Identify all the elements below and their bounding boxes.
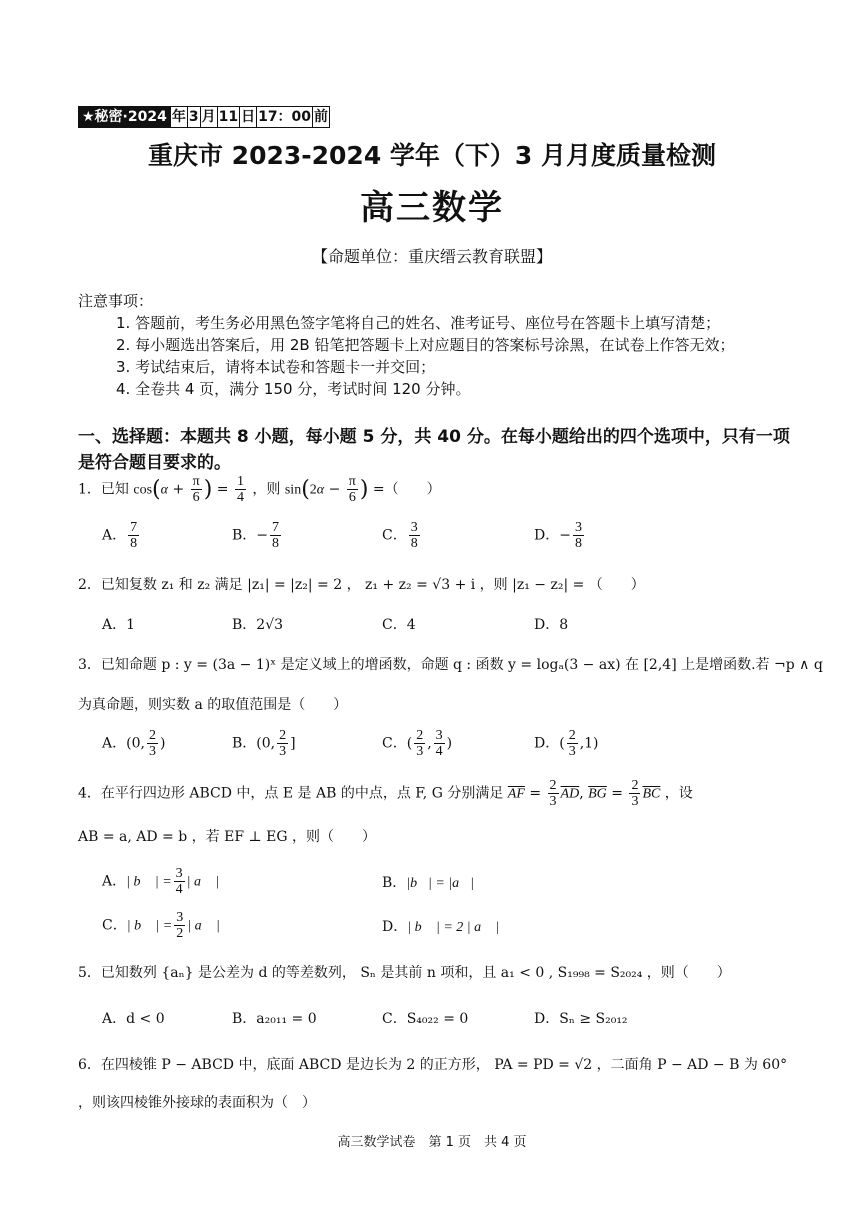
- q2-option-b: B．2√3: [232, 617, 284, 633]
- q5-option-c: C．S₄₀₂₂ = 0: [382, 1011, 469, 1027]
- question-6-line-2: ，则该四棱锥外接球的表面积为（ ）: [78, 1095, 316, 1111]
- q3-option-b: B．(0, $\frac{2}{3}$ ]: [232, 728, 296, 759]
- q3-option-d: D．( $\frac{2}{3}$ ,1): [534, 728, 599, 759]
- q1-option-c: C． $\frac{3}{8}$: [382, 520, 418, 551]
- secret-month: 月: [200, 106, 218, 128]
- q5-option-a: A．d < 0: [102, 1011, 165, 1027]
- q4-option-c: C．| b⃗ | = $\frac{3}{2}$ | a⃗ |: [102, 910, 220, 941]
- secret-year: 年: [170, 106, 188, 128]
- question-2: 2．已知复数 z₁ 和 z₂ 满足 |z₁| = |z₂| = 2 ， z₁ + z₂ = √3 + i ，则 |z₁ − z₂| = （ ）: [78, 577, 645, 593]
- question-5: 5．已知数列 {aₙ} 是公差为 d 的等差数列， Sₙ 是其前 n 项和，且 a₁ < 0 , S₁₉₉₈ = S₂₀₂₄ ，则（ ）: [78, 965, 731, 981]
- question-6-line-1: 6．在四棱锥 P − ABCD 中，底面 ABCD 是边长为 2 的正方形， PA = PD = √2 ，二面角 P − AD − B 为 60°: [78, 1057, 788, 1073]
- q1-option-a: A． $\frac{7}{8}$: [102, 520, 138, 551]
- q1-option-b: B．− $\frac{7}{8}$: [232, 520, 280, 551]
- q4-option-a: A．| b⃗ | = $\frac{3}{4}$ | a⃗ |: [102, 866, 220, 897]
- q1-mid: ，则: [252, 481, 281, 498]
- notice-item-3: 3. 考试结束后，请将本试卷和答题卡一并交回；: [116, 358, 436, 376]
- confidential-stamp: [78, 106, 329, 128]
- section-heading: 一、选择题：本题共 8 小题，每小题 5 分，共 40 分。在每小题给出的四个选项中，只有一项是符合题目要求的。: [78, 427, 790, 473]
- secret-month-num: 3: [187, 106, 201, 128]
- q3-option-c: C．( $\frac{2}{3}$ , $\frac{3}{4}$ ): [382, 728, 453, 759]
- notice-item-4: 4. 全卷共 4 页，满分 150 分，考试时间 120 分钟。: [116, 380, 471, 398]
- secret-day: 日: [239, 106, 257, 128]
- q5-option-d: D．Sₙ ≥ S₂₀₁₂: [534, 1011, 628, 1027]
- q4-option-d: D．| b⃗ | = 2 | a⃗ |: [382, 919, 500, 935]
- q1-prefix: 1．已知: [78, 481, 129, 498]
- question-4-line-2: AB = a, AD = b ，若 EF ⊥ EG ，则（ ）: [78, 829, 376, 845]
- q1-suffix: =（ ）: [372, 481, 441, 498]
- notice-title: 注意事项：: [78, 292, 154, 310]
- q2-option-c: C．4: [382, 617, 416, 633]
- question-1: 1．已知 cos(α + $\frac{\pi}{6}$ ) = $\frac{1}{4}$ ，则 sin(2α − $\frac{\pi}{6}$ ) =（ ）: [78, 474, 441, 505]
- exam-title: 重庆市 2023-2024 学年（下）3 月月度质量检测: [147, 141, 717, 170]
- notice-item-1: 1. 答题前，考生务必用黑色签字笔将自己的姓名、准考证号、座位号在答题卡上填写清楚；: [116, 314, 721, 332]
- issuing-unit: 【命题单位：重庆缙云教育联盟】: [311, 247, 552, 266]
- secret-time: 17：00: [256, 106, 313, 128]
- q2-option-a: A．1: [102, 617, 136, 633]
- question-4-line-1: 4．在平行四边形 ABCD 中，点 E 是 AB 的中点，点 F, G 分别满足 $\overline{AF}$ = $\frac{2}{3}$ $\overline{AD}$, $\overline{BG}$ = $\frac{2}{3}$ $\overline{BC}$ ，设: [78, 778, 693, 809]
- subject-title: 高三数学: [360, 188, 504, 228]
- q5-option-b: B．a₂₀₁₁ = 0: [232, 1011, 317, 1027]
- secret-before: 前: [312, 106, 330, 128]
- q4-option-b: B．|b⃗| = |a⃗|: [382, 875, 474, 891]
- q2-option-d: D．8: [534, 617, 569, 633]
- secret-day-num: 11: [217, 106, 240, 128]
- secret-label: ★秘密·2024: [78, 106, 171, 128]
- question-3-line-1: 3．已知命题 p : y = (3a − 1)ˣ 是定义域上的增函数，命题 q : 函数 y = logₐ(3 − ax) 在 [2,4] 上是增函数.若 ¬p ∧ q: [78, 657, 823, 673]
- q1-option-d: D．− $\frac{3}{8}$: [534, 520, 582, 551]
- notice-item-2: 2. 每小题选出答案后，用 2B 铅笔把答题卡上对应题目的答案标号涂黑，在试卷上作答无效；: [116, 336, 735, 354]
- page-footer: 高三数学试卷 第 1 页 共 4 页: [337, 1135, 527, 1150]
- q3-option-a: A．(0, $\frac{2}{3}$ ): [102, 728, 166, 759]
- question-3-line-2: 为真命题，则实数 a 的取值范围是（ ）: [78, 697, 348, 713]
